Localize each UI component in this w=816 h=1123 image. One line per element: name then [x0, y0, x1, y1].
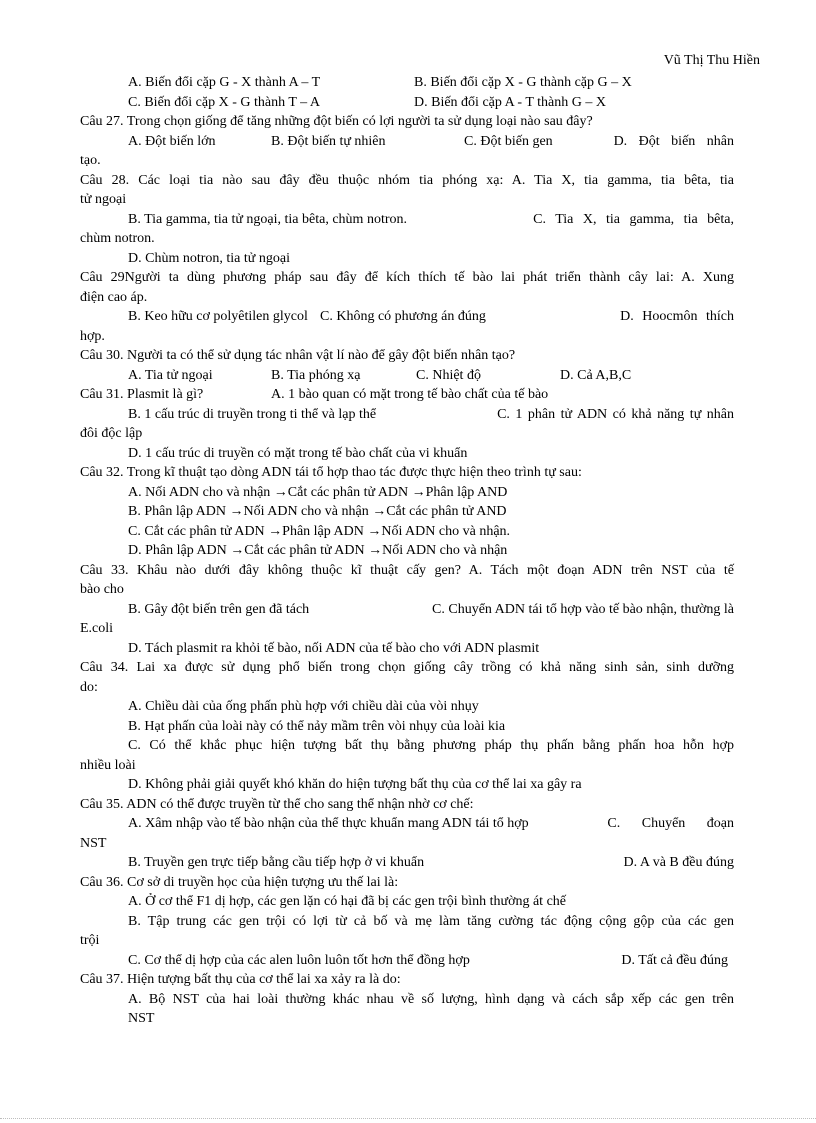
- text-line: [80, 405, 734, 425]
- answer-option: C. Nhiệt độ: [416, 367, 481, 383]
- answer-option: D. 1 cấu trúc di truyền có mặt trong tế bào chất của vi khuẩn: [128, 445, 468, 461]
- text-line: NST: [80, 835, 107, 851]
- answer-option: C. Đột biến gen: [464, 133, 553, 149]
- answer-option: B. Tập trung các gen trội có lợi từ cả bố và mẹ làm tăng cường tác động cộng gộp của các gen: [128, 913, 734, 929]
- answer-option: C. Cơ thể dị hợp của các alen luôn luôn tốt hơn thể đồng hợp: [128, 952, 470, 968]
- answer-option: A. Chiều dài của ống phấn phù hợp với chiều dài của vòi nhụy: [128, 699, 479, 714]
- answer-option: B. Keo hữu cơ polyêtilen glycol: [128, 309, 308, 324]
- answer-option: B. 1 cấu trúc di truyền trong ti thể và lạp thể: [128, 406, 377, 422]
- question-text: Câu 31. Plasmit là gì?: [80, 387, 204, 402]
- answer-option: C. Tia X, tia gamma, tia bêta,: [533, 211, 734, 227]
- page-border-dots: [0, 1118, 816, 1119]
- text-line: [80, 132, 734, 152]
- answer-option: C. Cắt các phân tử ADN →Phân lập ADN →Nối ADN cho và nhận.: [128, 523, 511, 539]
- answer-option: A. Đột biến lớn: [128, 133, 216, 149]
- text-line: chùm notron.: [80, 231, 155, 246]
- text-line: bào cho: [80, 582, 124, 597]
- answer-option: C. Không có phương án đúng: [320, 309, 486, 324]
- text-line: [80, 210, 734, 230]
- answer-option: C. Chuyển đoạn: [607, 816, 734, 831]
- text-line: trội: [80, 933, 100, 948]
- answer-option: D. Biến đổi cặp A - T thành G – X: [414, 94, 606, 110]
- text-line: nhiều loài: [80, 757, 136, 773]
- text-line: tử ngoại: [80, 192, 127, 207]
- answer-option: B. Tia phóng xạ: [271, 367, 361, 383]
- answer-option: D. Chùm notron, tia tử ngoại: [128, 250, 290, 266]
- text-line: E.coli: [80, 621, 114, 636]
- answer-option: A. Tia tử ngoại: [128, 367, 213, 383]
- text-line: [80, 73, 734, 93]
- question-line: Câu 33. Khâu nào dưới đây không thuộc kĩ thuật cấy gen? A. Tách một đoạn ADN trên NST của tế: [80, 562, 734, 578]
- question-line: Câu 29Người ta dùng phương pháp sau đây để kích thích tế bào lai phát triển thành cây lai: A. Xung: [80, 270, 734, 285]
- answer-option: B. Truyền gen trực tiếp bằng cầu tiếp hợp ở vi khuẩn: [128, 855, 425, 870]
- answer-option: C. Có thể khắc phục hiện tượng bất thụ bằng phương pháp thụ phấn bằng phấn hoa hỗn hợp: [128, 738, 734, 753]
- answer-option: D. Phân lập ADN →Cắt các phân tử ADN →Nối ADN cho và nhận: [128, 543, 508, 558]
- answer-option: D. Không phải giải quyết khó khăn do hiện tượng bất thụ của cơ thể lai xa gây ra: [128, 777, 582, 792]
- answer-option: B. Tia gamma, tia tử ngoại, tia bêta, chùm notron.: [128, 211, 407, 227]
- question-line: Câu 27. Trong chọn giống để tăng những đột biến có lợi người ta sử dụng loại nào sau đây?: [80, 114, 593, 129]
- answer-option: B. Hạt phấn của loài này có thể nảy mầm trên vòi nhụy của loài kia: [128, 718, 506, 734]
- answer-option: D. Hoocmôn thích: [620, 309, 734, 324]
- question-line: Câu 32. Trong kĩ thuật tạo dòng ADN tái tổ hợp thao tác được thực hiện theo trình tự sau:: [80, 465, 582, 480]
- text-line: [80, 93, 734, 113]
- answer-option: C. Biến đổi cặp X - G thành T – A: [128, 94, 320, 110]
- answer-option: D. A và B đều đúng: [623, 855, 734, 870]
- text-line: hợp.: [80, 328, 105, 344]
- answer-option: A. 1 bào quan có mặt trong tế bào chất của tế bào: [271, 387, 549, 402]
- author-name: Vũ Thị Thu Hiền: [663, 53, 760, 68]
- text-line: điện cao áp.: [80, 289, 148, 305]
- answer-option: A. Ở cơ thể F1 dị hợp, các gen lặn có hại đã bị các gen trội bình thường át chế: [128, 894, 566, 909]
- answer-option: D. Đột biến nhân: [613, 133, 734, 149]
- answer-option: D. Cả A,B,C: [560, 367, 632, 383]
- answer-option: B. Đột biến tự nhiên: [271, 133, 386, 149]
- question-line: Câu 35. ADN có thể được truyền từ thể cho sang thể nhận nhờ cơ chế:: [80, 796, 474, 812]
- question-line: Câu 37. Hiện tượng bất thụ của cơ thể lai xa xảy ra là do:: [80, 972, 401, 987]
- question-line: Câu 34. Lai xa được sử dụng phổ biến trong chọn giống cây trồng có khả năng sinh sản, sinh dưỡng: [80, 660, 734, 675]
- question-line: Câu 28. Các loại tia nào sau đây đều thuộc nhóm tia phóng xạ: A. Tia X, tia gamma, tia bêta, tia: [80, 172, 734, 188]
- answer-option: B. Biến đổi cặp X - G thành cặp G – X: [414, 75, 632, 90]
- answer-option: D. Tách plasmit ra khỏi tế bào, nối ADN của tế bào cho với ADN plasmit: [128, 640, 540, 656]
- answer-option: D. Tất cả đều đúng: [621, 952, 728, 968]
- text-line: do:: [80, 679, 98, 695]
- answer-option: B. Phân lập ADN →Nối ADN cho và nhận →Cắt các phân tử AND: [128, 504, 507, 519]
- text-line: [80, 600, 734, 620]
- question-line: Câu 30. Người ta có thể sử dụng tác nhân vật lí nào để gây đột biến nhân tạo?: [80, 348, 516, 363]
- text-line: [80, 814, 734, 834]
- question-line: [80, 385, 734, 405]
- text-line: [80, 951, 734, 971]
- answer-option: C. Chuyển ADN tái tổ hợp vào tế bào nhận, thường là: [432, 601, 734, 617]
- document-body: [80, 73, 734, 1029]
- answer-option: A. Bộ NST của hai loài thường khác nhau về số lượng, hình dạng và cách sắp xếp các gen trên: [128, 991, 734, 1007]
- text-line: [80, 366, 734, 386]
- answer-option: C. 1 phân tử ADN có khả năng tự nhân: [497, 406, 734, 422]
- text-line: NST: [128, 1011, 155, 1026]
- text-line: [80, 853, 734, 873]
- answer-option: B. Gây đột biến trên gen đã tách: [128, 601, 310, 617]
- answer-option: A. Nối ADN cho và nhận →Cắt các phân tử ADN →Phân lập AND: [128, 484, 508, 500]
- text-line: đôi độc lập: [80, 426, 143, 441]
- answer-option: A. Xâm nhập vào tế bào nhận của thể thực khuẩn mang ADN tái tổ hợp: [128, 816, 529, 831]
- question-line: Câu 36. Cơ sở di truyền học của hiện tượng ưu thế lai là:: [80, 874, 399, 890]
- answer-option: A. Biến đổi cặp G - X thành A – T: [128, 75, 321, 90]
- text-line: tạo.: [80, 153, 101, 168]
- text-line: [80, 307, 734, 327]
